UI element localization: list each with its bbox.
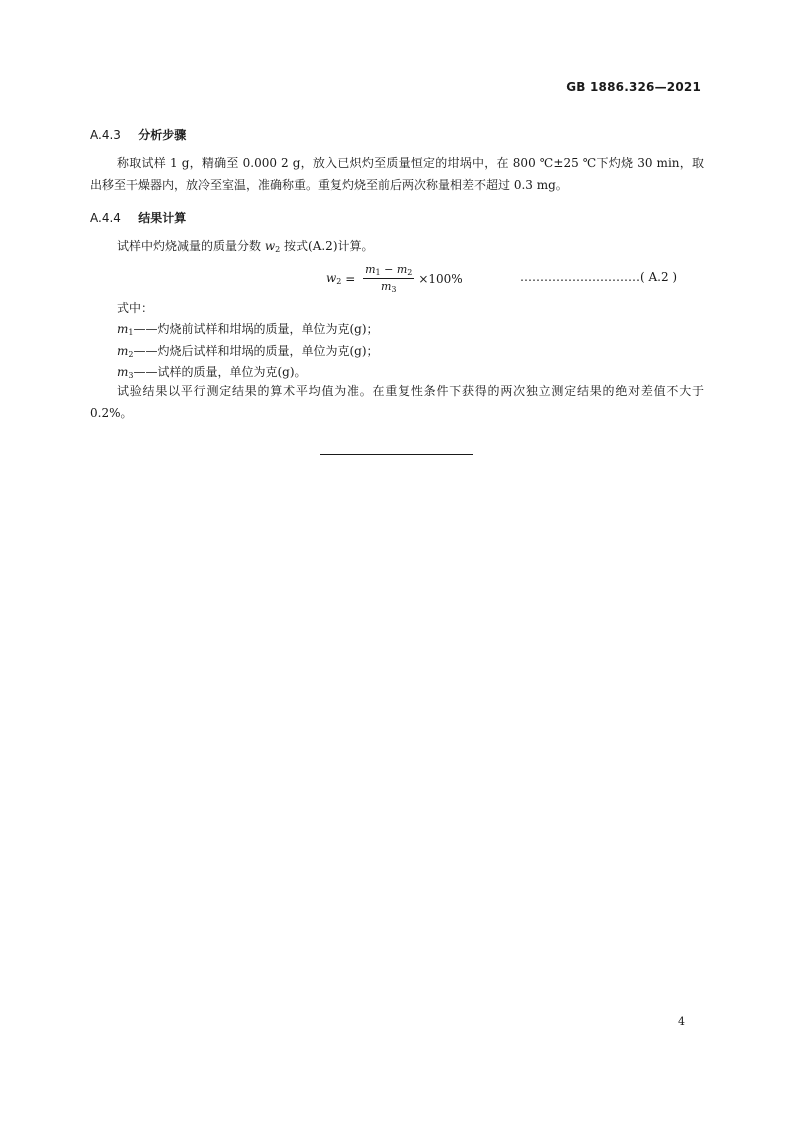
fraction	[363, 263, 414, 294]
section-heading-a44	[90, 209, 186, 226]
analysis-procedure-paragraph	[90, 152, 704, 196]
formula-a2: $w_2$ = $\frac{m_1 - m_2}{m_3}$ ×100%	[326, 263, 463, 294]
calculation-intro: 试样中灼烧减量的质量分数 $w_2$ 按式(A.2)计算。	[117, 239, 374, 254]
standard-code: GB 1886.326—2021	[566, 80, 701, 94]
section-title: 分析步骤	[138, 128, 187, 142]
definition-m1: $m_1——$灼烧前试样和坩埚的质量，单位为克(g)；	[117, 322, 379, 337]
paragraph-text: 试验结果以平行测定结果的算术平均值为准。在重复性条件下获得的两次独立测定结果的绝对差值不大于 0.2%。	[90, 384, 704, 420]
section-number: A.4.3	[90, 128, 121, 142]
section-heading-a43	[90, 126, 186, 143]
fraction-denominator: $m_3$	[380, 280, 397, 294]
result-conclusion-paragraph	[90, 380, 704, 424]
fraction-numerator: $m_1 - m_2$	[365, 263, 413, 277]
section-number: A.4.4	[90, 211, 121, 225]
end-of-document-rule	[320, 454, 473, 455]
section-title: 结果计算	[138, 211, 187, 225]
equation-number: …………………………( A.2 )	[520, 270, 678, 284]
where-label: 式中：	[117, 301, 154, 315]
page-number: 4	[678, 1015, 685, 1028]
paragraph-text: 称取试样 1 g，精确至 0.000 2 g，放入已炽灼至质量恒定的坩埚中，在 800 ℃±25 ℃下灼烧 30 min，取出移至干燥器内，放冷至室温，准确称重。重复灼烧至前后两次称量相差不超过 0.3 mg。	[90, 156, 704, 192]
definition-m2: $m_2——$灼烧后试样和坩埚的质量，单位为克(g)；	[117, 344, 379, 359]
definition-m3: $m_3——$试样的质量，单位为克(g)。	[117, 365, 307, 380]
